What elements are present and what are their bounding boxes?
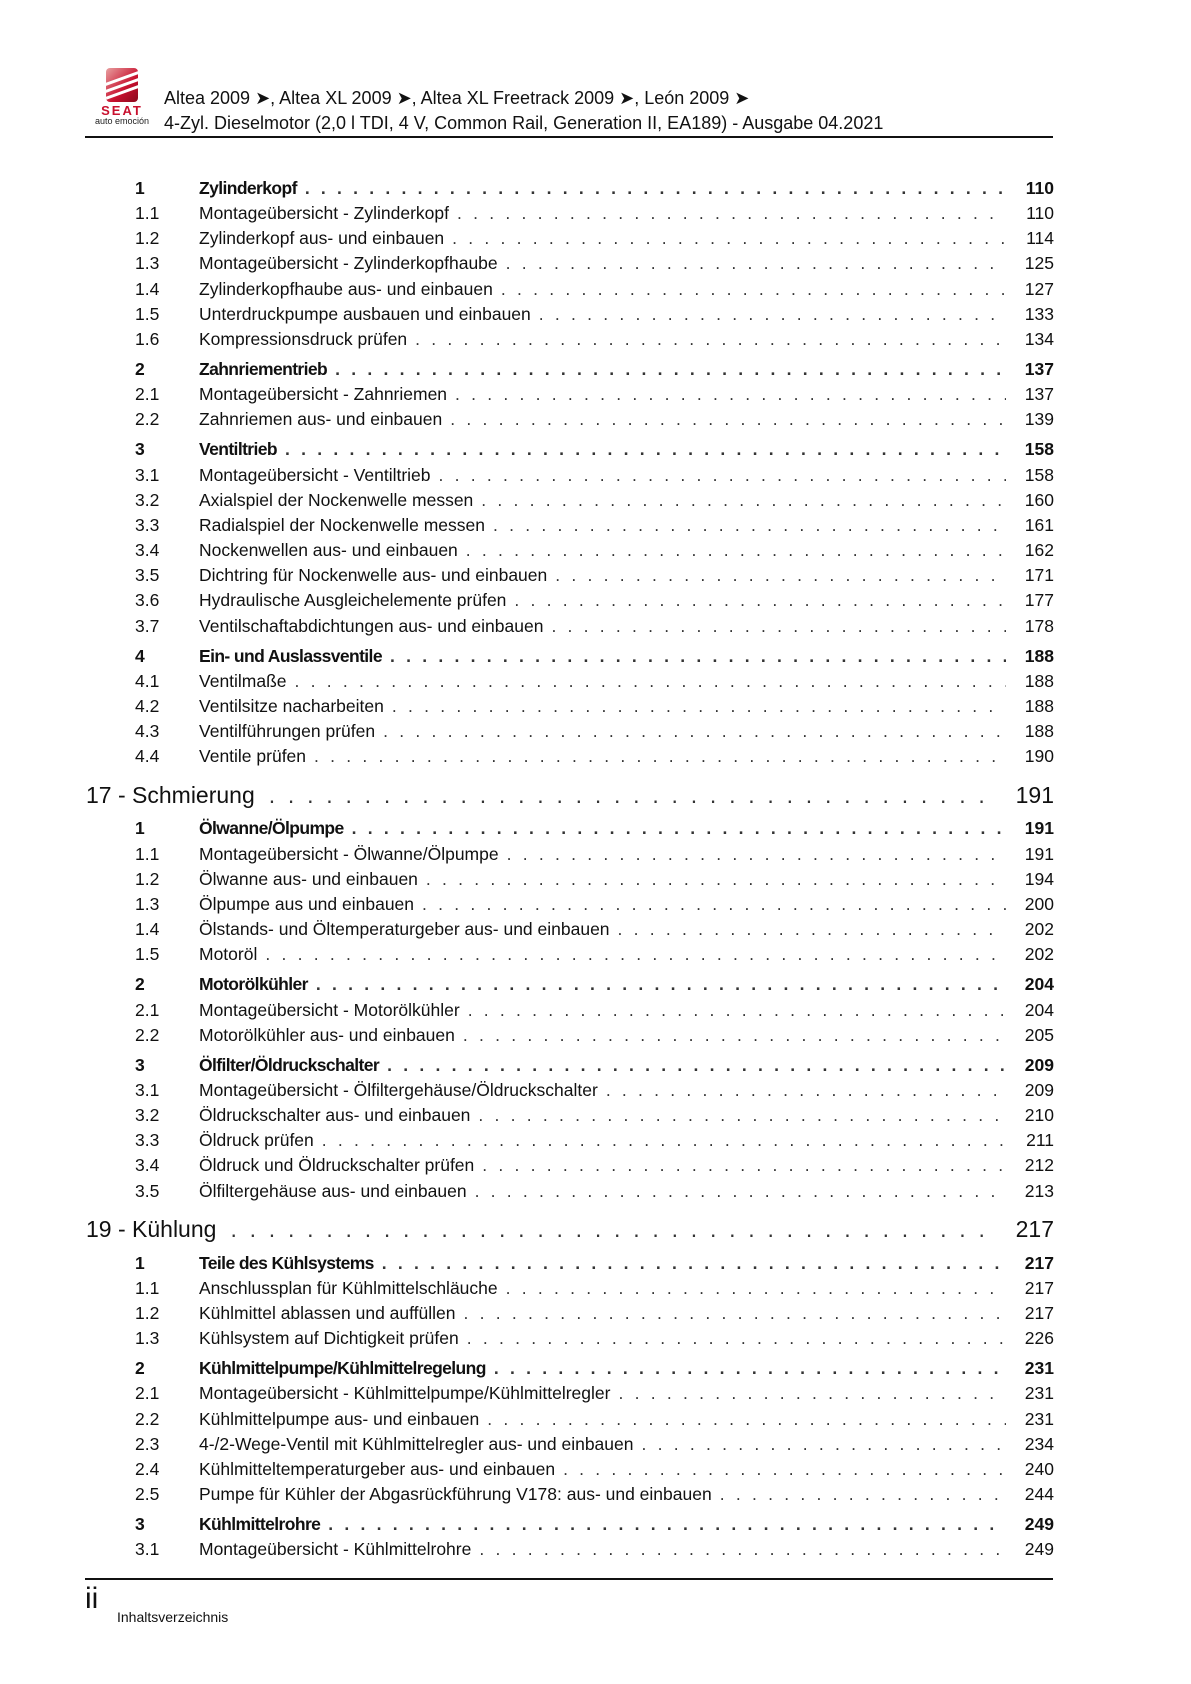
entry-page: 217 xyxy=(1024,1252,1054,1273)
toc-item-entry[interactable] xyxy=(85,251,1054,276)
dot-leader xyxy=(383,721,1006,742)
entry-number: 1.4 xyxy=(135,919,160,940)
entry-title: Öldruck und Öldruckschalter prüfen xyxy=(199,1155,475,1176)
entry-number: 3.2 xyxy=(135,1105,160,1126)
entry-number: 3.5 xyxy=(135,1180,160,1201)
entry-page: 210 xyxy=(1024,1105,1054,1126)
dot-leader xyxy=(387,1055,1006,1076)
entry-number: 1.1 xyxy=(135,203,160,224)
entry-page: 202 xyxy=(1024,919,1054,940)
entry-page: 191 xyxy=(1024,843,1054,864)
dot-leader xyxy=(422,894,1006,915)
dot-leader xyxy=(328,1514,1006,1535)
toc-item-entry[interactable] xyxy=(85,1301,1054,1326)
entry-title: Montageübersicht - Motorölkühler xyxy=(199,999,460,1020)
entry-page: 217 xyxy=(1015,1216,1054,1243)
entry-number: 3 xyxy=(135,1514,145,1535)
toc-section-entry[interactable] xyxy=(85,437,1054,462)
entry-number: 4 xyxy=(135,645,145,666)
toc-section-entry[interactable] xyxy=(85,644,1054,669)
entry-title: Unterdruckpumpe ausbauen und einbauen xyxy=(199,303,531,324)
entry-title: Ventilführungen prüfen xyxy=(199,721,376,742)
entry-title: Ein- und Auslassventile xyxy=(199,645,382,666)
entry-title: Anschlussplan für Kühlmittelschläuche xyxy=(199,1277,498,1298)
dot-leader xyxy=(390,646,1006,667)
toc-item-entry[interactable] xyxy=(85,277,1054,302)
entry-page: 204 xyxy=(1024,974,1054,995)
entry-page: 209 xyxy=(1024,1079,1054,1100)
toc-section-entry[interactable] xyxy=(85,1251,1054,1276)
dot-leader xyxy=(514,590,1006,611)
seat-emblem-icon xyxy=(106,68,138,102)
entry-number: 3.3 xyxy=(135,514,160,535)
dot-leader xyxy=(551,616,1006,637)
toc-item-entry[interactable] xyxy=(85,1381,1054,1406)
toc-section-entry[interactable] xyxy=(85,1053,1054,1078)
entry-page: 134 xyxy=(1024,329,1054,350)
toc-item-entry[interactable] xyxy=(85,488,1054,513)
dot-leader xyxy=(452,228,1006,249)
entry-title: Montageübersicht - Zylinderkopf xyxy=(199,203,449,224)
dot-leader xyxy=(392,696,1006,717)
entry-number: 3 xyxy=(135,439,145,460)
dot-leader xyxy=(494,1358,1006,1379)
entry-title: Dichtring für Nockenwelle aus- und einbauen xyxy=(199,565,548,586)
toc-item-entry[interactable] xyxy=(85,1457,1054,1482)
header-divider xyxy=(85,136,1053,138)
dot-leader xyxy=(457,203,1006,224)
entry-page: 191 xyxy=(1015,782,1054,808)
dot-leader xyxy=(450,409,1006,430)
entry-number: 1.6 xyxy=(135,329,160,350)
entry-title: Teile des Kühlsystems xyxy=(199,1252,374,1273)
toc-item-entry[interactable] xyxy=(85,563,1054,588)
footer-label: Inhaltsverzeichnis xyxy=(117,1609,229,1625)
entry-title: Ölfiltergehäuse aus- und einbauen xyxy=(199,1180,467,1201)
entry-number: 3.3 xyxy=(135,1130,160,1151)
dot-leader xyxy=(506,1278,1006,1299)
dot-leader xyxy=(507,844,1006,865)
dot-leader xyxy=(618,919,1006,940)
toc-item-entry[interactable] xyxy=(85,226,1054,251)
toc-item-entry[interactable] xyxy=(85,867,1054,892)
entry-page: 139 xyxy=(1024,409,1054,430)
dot-leader xyxy=(606,1080,1006,1101)
toc-item-entry[interactable] xyxy=(85,744,1054,769)
table-of-contents xyxy=(85,171,1054,1562)
entry-title: Nockenwellen aus- und einbauen xyxy=(199,540,458,561)
entry-page: 160 xyxy=(1024,489,1054,510)
dot-leader xyxy=(305,178,1006,199)
entry-number: 3 xyxy=(135,1054,145,1075)
entry-page: 188 xyxy=(1024,696,1054,717)
dot-leader xyxy=(467,1328,1006,1349)
entry-number: 4.2 xyxy=(135,696,160,717)
entry-title: Kompressionsdruck prüfen xyxy=(199,329,408,350)
toc-item-entry[interactable] xyxy=(85,1326,1054,1351)
dot-leader xyxy=(468,1000,1006,1021)
entry-page: 194 xyxy=(1024,868,1054,889)
entry-number: 3.7 xyxy=(135,615,160,636)
entry-title: Ventiltrieb xyxy=(199,439,278,460)
entry-number: 3.1 xyxy=(135,464,160,485)
entry-title: Kühlmittelrohre xyxy=(199,1514,321,1535)
dot-leader xyxy=(501,279,1006,300)
dot-leader xyxy=(335,359,1006,380)
dot-leader xyxy=(487,1409,1006,1430)
dot-leader xyxy=(478,1105,1006,1126)
entry-page: 231 xyxy=(1024,1358,1054,1379)
entry-title: Montageübersicht - Ventiltrieb xyxy=(199,464,431,485)
entry-title: Ölpumpe aus und einbauen xyxy=(199,893,415,914)
entry-page: 178 xyxy=(1024,615,1054,636)
toc-item-entry[interactable] xyxy=(85,917,1054,942)
toc-item-entry[interactable] xyxy=(85,1432,1054,1457)
dot-leader xyxy=(555,565,1006,586)
entry-page: 158 xyxy=(1024,464,1054,485)
entry-title: Öldruck prüfen xyxy=(199,1130,314,1151)
entry-number: 2.1 xyxy=(135,384,160,405)
dot-leader xyxy=(316,974,1006,995)
entry-number: 1 xyxy=(135,1252,145,1273)
toc-item-entry[interactable] xyxy=(85,942,1054,967)
dot-leader xyxy=(463,1025,1006,1046)
entry-number: 4.3 xyxy=(135,721,160,742)
entry-number: 1.1 xyxy=(135,1277,160,1298)
entry-number: 3.1 xyxy=(135,1539,160,1560)
toc-item-entry[interactable] xyxy=(85,513,1054,538)
entry-number: 2.4 xyxy=(135,1458,160,1479)
entry-number: 2.2 xyxy=(135,1024,160,1045)
entry-page: 217 xyxy=(1024,1302,1054,1323)
dot-leader xyxy=(482,1155,1006,1176)
entry-page: 171 xyxy=(1024,565,1054,586)
entry-page: 158 xyxy=(1024,439,1054,460)
toc-item-entry[interactable] xyxy=(85,1179,1054,1204)
entry-number: 1.2 xyxy=(135,228,160,249)
entry-title: Montageübersicht - Zylinderkopfhaube xyxy=(199,253,498,274)
entry-number: 3.5 xyxy=(135,565,160,586)
entry-number: 1.5 xyxy=(135,944,160,965)
entry-page: 177 xyxy=(1024,590,1054,611)
toc-item-entry[interactable] xyxy=(85,1078,1054,1103)
entry-page: 133 xyxy=(1024,303,1054,324)
toc-section-entry[interactable] xyxy=(85,972,1054,997)
entry-title: Ventilschaftabdichtungen aus- und einbauen xyxy=(199,615,544,636)
entry-title: 19 - Kühlung xyxy=(86,1216,217,1243)
dot-leader xyxy=(269,782,994,809)
entry-page: 205 xyxy=(1024,1024,1054,1045)
dot-leader xyxy=(720,1484,1006,1505)
entry-title: Kühlmittelpumpe/Kühlmittelregelung xyxy=(199,1358,486,1379)
entry-title: Motorölkühler aus- und einbauen xyxy=(199,1024,455,1045)
entry-number: 1.3 xyxy=(135,1328,160,1349)
entry-title: Montageübersicht - Zahnriemen xyxy=(199,384,448,405)
entry-title: 4-/2-Wege-Ventil mit Kühlmittelregler aus- und einbauen xyxy=(199,1433,634,1454)
entry-page: 110 xyxy=(1025,177,1054,198)
entry-title: Kühlmitteltemperaturgeber aus- und einbauen xyxy=(199,1458,556,1479)
entry-title: Montageübersicht - Kühlmittelrohre xyxy=(199,1539,472,1560)
entry-title: Pumpe für Kühler der Abgasrückführung V178: aus- und einbauen xyxy=(199,1484,712,1505)
entry-number: 2 xyxy=(135,359,145,379)
entry-page: 211 xyxy=(1026,1130,1054,1151)
entry-number: 3.6 xyxy=(135,590,160,611)
entry-page: 204 xyxy=(1024,999,1054,1020)
toc-item-entry[interactable] xyxy=(85,1276,1054,1301)
entry-page: 200 xyxy=(1024,893,1054,914)
dot-leader xyxy=(642,1434,1007,1455)
entry-number: 3.4 xyxy=(135,1155,160,1176)
toc-item-entry[interactable] xyxy=(85,694,1054,719)
entry-title: Kühlmittelpumpe aus- und einbauen xyxy=(199,1408,480,1429)
toc-item-entry[interactable] xyxy=(85,1128,1054,1153)
entry-page: 162 xyxy=(1024,540,1054,561)
dot-leader xyxy=(382,1253,1006,1274)
entry-title: Ventilsitze nacharbeiten xyxy=(199,696,384,717)
dot-leader xyxy=(506,253,1006,274)
toc-item-entry[interactable] xyxy=(85,538,1054,563)
dot-leader xyxy=(230,1216,994,1243)
toc-section-entry[interactable] xyxy=(85,1512,1054,1537)
entry-page: 231 xyxy=(1024,1383,1054,1404)
entry-number: 1.1 xyxy=(135,843,160,864)
entry-number: 2 xyxy=(135,1358,145,1379)
entry-title: 17 - Schmierung xyxy=(86,782,255,808)
entry-title: Ölwanne aus- und einbauen xyxy=(199,868,418,889)
toc-item-entry[interactable] xyxy=(85,588,1054,613)
header-models: Altea 2009 ➤, Altea XL 2009 ➤, Altea XL Freetrack 2009 ➤, León 2009 ➤ xyxy=(164,88,750,108)
entry-page: 188 xyxy=(1024,645,1054,666)
entry-number: 1.5 xyxy=(135,303,160,324)
toc-section-entry[interactable] xyxy=(85,1356,1054,1381)
entry-number: 2.1 xyxy=(135,999,160,1020)
entry-page: 226 xyxy=(1024,1328,1054,1349)
toc-item-entry[interactable] xyxy=(85,382,1054,407)
entry-title: Montageübersicht - Kühlmittelpumpe/Kühlmittelregler xyxy=(199,1383,611,1404)
entry-number: 2 xyxy=(135,974,145,995)
entry-title: Hydraulische Ausgleichelemente prüfen xyxy=(199,590,507,611)
toc-item-entry[interactable] xyxy=(85,302,1054,327)
dot-leader xyxy=(563,1459,1006,1480)
entry-page: 137 xyxy=(1024,384,1054,405)
entry-number: 2.3 xyxy=(135,1433,160,1454)
toc-item-entry[interactable] xyxy=(85,407,1054,432)
entry-title: Zylinderkopfhaube aus- und einbauen xyxy=(199,278,493,299)
dot-leader xyxy=(618,1383,1006,1404)
toc-item-entry[interactable] xyxy=(85,669,1054,694)
entry-title: Ventilmaße xyxy=(199,670,287,691)
dot-leader xyxy=(265,944,1006,965)
entry-page: 209 xyxy=(1024,1054,1054,1075)
entry-page: 191 xyxy=(1024,818,1054,839)
entry-page: 249 xyxy=(1024,1514,1054,1535)
entry-number: 1.2 xyxy=(135,1302,160,1323)
entry-page: 249 xyxy=(1024,1539,1054,1560)
entry-number: 1.3 xyxy=(135,253,160,274)
entry-page: 188 xyxy=(1024,670,1054,691)
entry-number: 2.1 xyxy=(135,1383,160,1404)
toc-item-entry[interactable] xyxy=(85,1482,1054,1507)
entry-page: 212 xyxy=(1024,1155,1054,1176)
toc-section-entry[interactable] xyxy=(85,816,1054,841)
entry-number: 3.2 xyxy=(135,489,160,510)
dot-leader xyxy=(285,439,1006,460)
dot-leader xyxy=(455,384,1006,405)
entry-page: 234 xyxy=(1024,1433,1054,1454)
entry-title: Ölstands- und Öltemperaturgeber aus- und einbauen xyxy=(199,919,610,940)
entry-number: 4.1 xyxy=(135,670,160,691)
entry-number: 1.3 xyxy=(135,893,160,914)
toc-item-entry[interactable] xyxy=(85,327,1054,352)
entry-title: Öldruckschalter aus- und einbauen xyxy=(199,1105,471,1126)
entry-title: Zylinderkopf xyxy=(199,177,297,198)
toc-item-entry[interactable] xyxy=(85,201,1054,226)
dot-leader xyxy=(352,818,1006,839)
toc-item-entry[interactable] xyxy=(85,892,1054,917)
entry-title: Radialspiel der Nockenwelle messen xyxy=(199,514,485,535)
entry-page: 161 xyxy=(1024,514,1054,535)
footer-divider xyxy=(85,1578,1053,1580)
dot-leader xyxy=(493,515,1006,536)
entry-number: 2.2 xyxy=(135,1408,160,1429)
dot-leader xyxy=(475,1181,1006,1202)
entry-page: 110 xyxy=(1026,203,1054,224)
entry-page: 202 xyxy=(1024,944,1054,965)
entry-title: Zylinderkopf aus- und einbauen xyxy=(199,228,445,249)
toc-item-entry[interactable] xyxy=(85,1153,1054,1178)
dot-leader xyxy=(426,869,1006,890)
dot-leader xyxy=(439,465,1006,486)
entry-title: Zahnriemen aus- und einbauen xyxy=(199,409,443,430)
entry-page: 127 xyxy=(1024,278,1054,299)
toc-section-entry[interactable] xyxy=(85,176,1054,201)
dot-leader xyxy=(415,329,1006,350)
toc-item-entry[interactable] xyxy=(85,1103,1054,1128)
entry-page: 244 xyxy=(1024,1484,1054,1505)
toc-item-entry[interactable] xyxy=(85,462,1054,487)
entry-page: 125 xyxy=(1024,253,1054,274)
entry-title: Motorölkühler xyxy=(199,974,308,995)
entry-page: 231 xyxy=(1024,1408,1054,1429)
dot-leader xyxy=(479,1539,1006,1560)
dot-leader xyxy=(481,490,1006,511)
dot-leader xyxy=(295,671,1006,692)
header-engine: 4-Zyl. Dieselmotor (2,0 l TDI, 4 V, Common Rail, Generation II, EA189) - Ausgabe 04.2021 xyxy=(164,113,884,133)
entry-number: 3.4 xyxy=(135,540,160,561)
dot-leader xyxy=(539,304,1006,325)
dot-leader xyxy=(314,746,1006,767)
dot-leader xyxy=(464,1303,1006,1324)
toc-chapter-entry[interactable] xyxy=(85,780,1054,812)
entry-number: 1 xyxy=(135,818,145,839)
entry-page: 188 xyxy=(1024,721,1054,742)
toc-item-entry[interactable] xyxy=(85,997,1054,1022)
toc-item-entry[interactable] xyxy=(85,614,1054,639)
logo-brand: SEAT xyxy=(101,103,143,118)
entry-number: 2.5 xyxy=(135,1484,160,1505)
toc-item-entry[interactable] xyxy=(85,841,1054,866)
entry-title: Ventile prüfen xyxy=(199,746,307,767)
entry-number: 2.2 xyxy=(135,409,160,430)
toc-section-entry[interactable] xyxy=(85,357,1054,382)
entry-page: 137 xyxy=(1024,359,1054,379)
entry-title: Montageübersicht - Ölwanne/Ölpumpe xyxy=(199,843,499,864)
seat-logo xyxy=(86,68,158,126)
entry-page: 217 xyxy=(1024,1277,1054,1298)
toc-item-entry[interactable] xyxy=(85,1537,1054,1562)
entry-title: Montageübersicht - Ölfiltergehäuse/Öldruckschalter xyxy=(199,1079,598,1100)
entry-number: 1.2 xyxy=(135,868,160,889)
entry-title: Axialspiel der Nockenwelle messen xyxy=(199,489,474,510)
entry-page: 213 xyxy=(1024,1180,1054,1201)
entry-number: 4.4 xyxy=(135,746,160,767)
entry-number: 1.4 xyxy=(135,278,160,299)
entry-title: Motoröl xyxy=(199,944,258,965)
entry-title: Kühlsystem auf Dichtigkeit prüfen xyxy=(199,1328,459,1349)
toc-item-entry[interactable] xyxy=(85,1406,1054,1431)
toc-item-entry[interactable] xyxy=(85,1023,1054,1048)
toc-chapter-entry[interactable] xyxy=(85,1214,1054,1246)
entry-title: Ölwanne/Ölpumpe xyxy=(199,818,344,839)
page-number: ii xyxy=(85,1582,99,1615)
entry-title: Kühlmittel ablassen und auffüllen xyxy=(199,1302,456,1323)
toc-item-entry[interactable] xyxy=(85,719,1054,744)
entry-page: 240 xyxy=(1024,1458,1054,1479)
dot-leader xyxy=(322,1130,1006,1151)
entry-title: Zahnriementrieb xyxy=(199,359,328,379)
entry-number: 1 xyxy=(135,177,145,198)
entry-number: 3.1 xyxy=(135,1079,160,1100)
entry-title: Ölfilter/Öldruckschalter xyxy=(199,1054,380,1075)
logo-tagline: auto emoción xyxy=(94,116,150,126)
entry-page: 114 xyxy=(1026,228,1054,249)
dot-leader xyxy=(466,540,1006,561)
entry-page: 190 xyxy=(1024,746,1054,767)
